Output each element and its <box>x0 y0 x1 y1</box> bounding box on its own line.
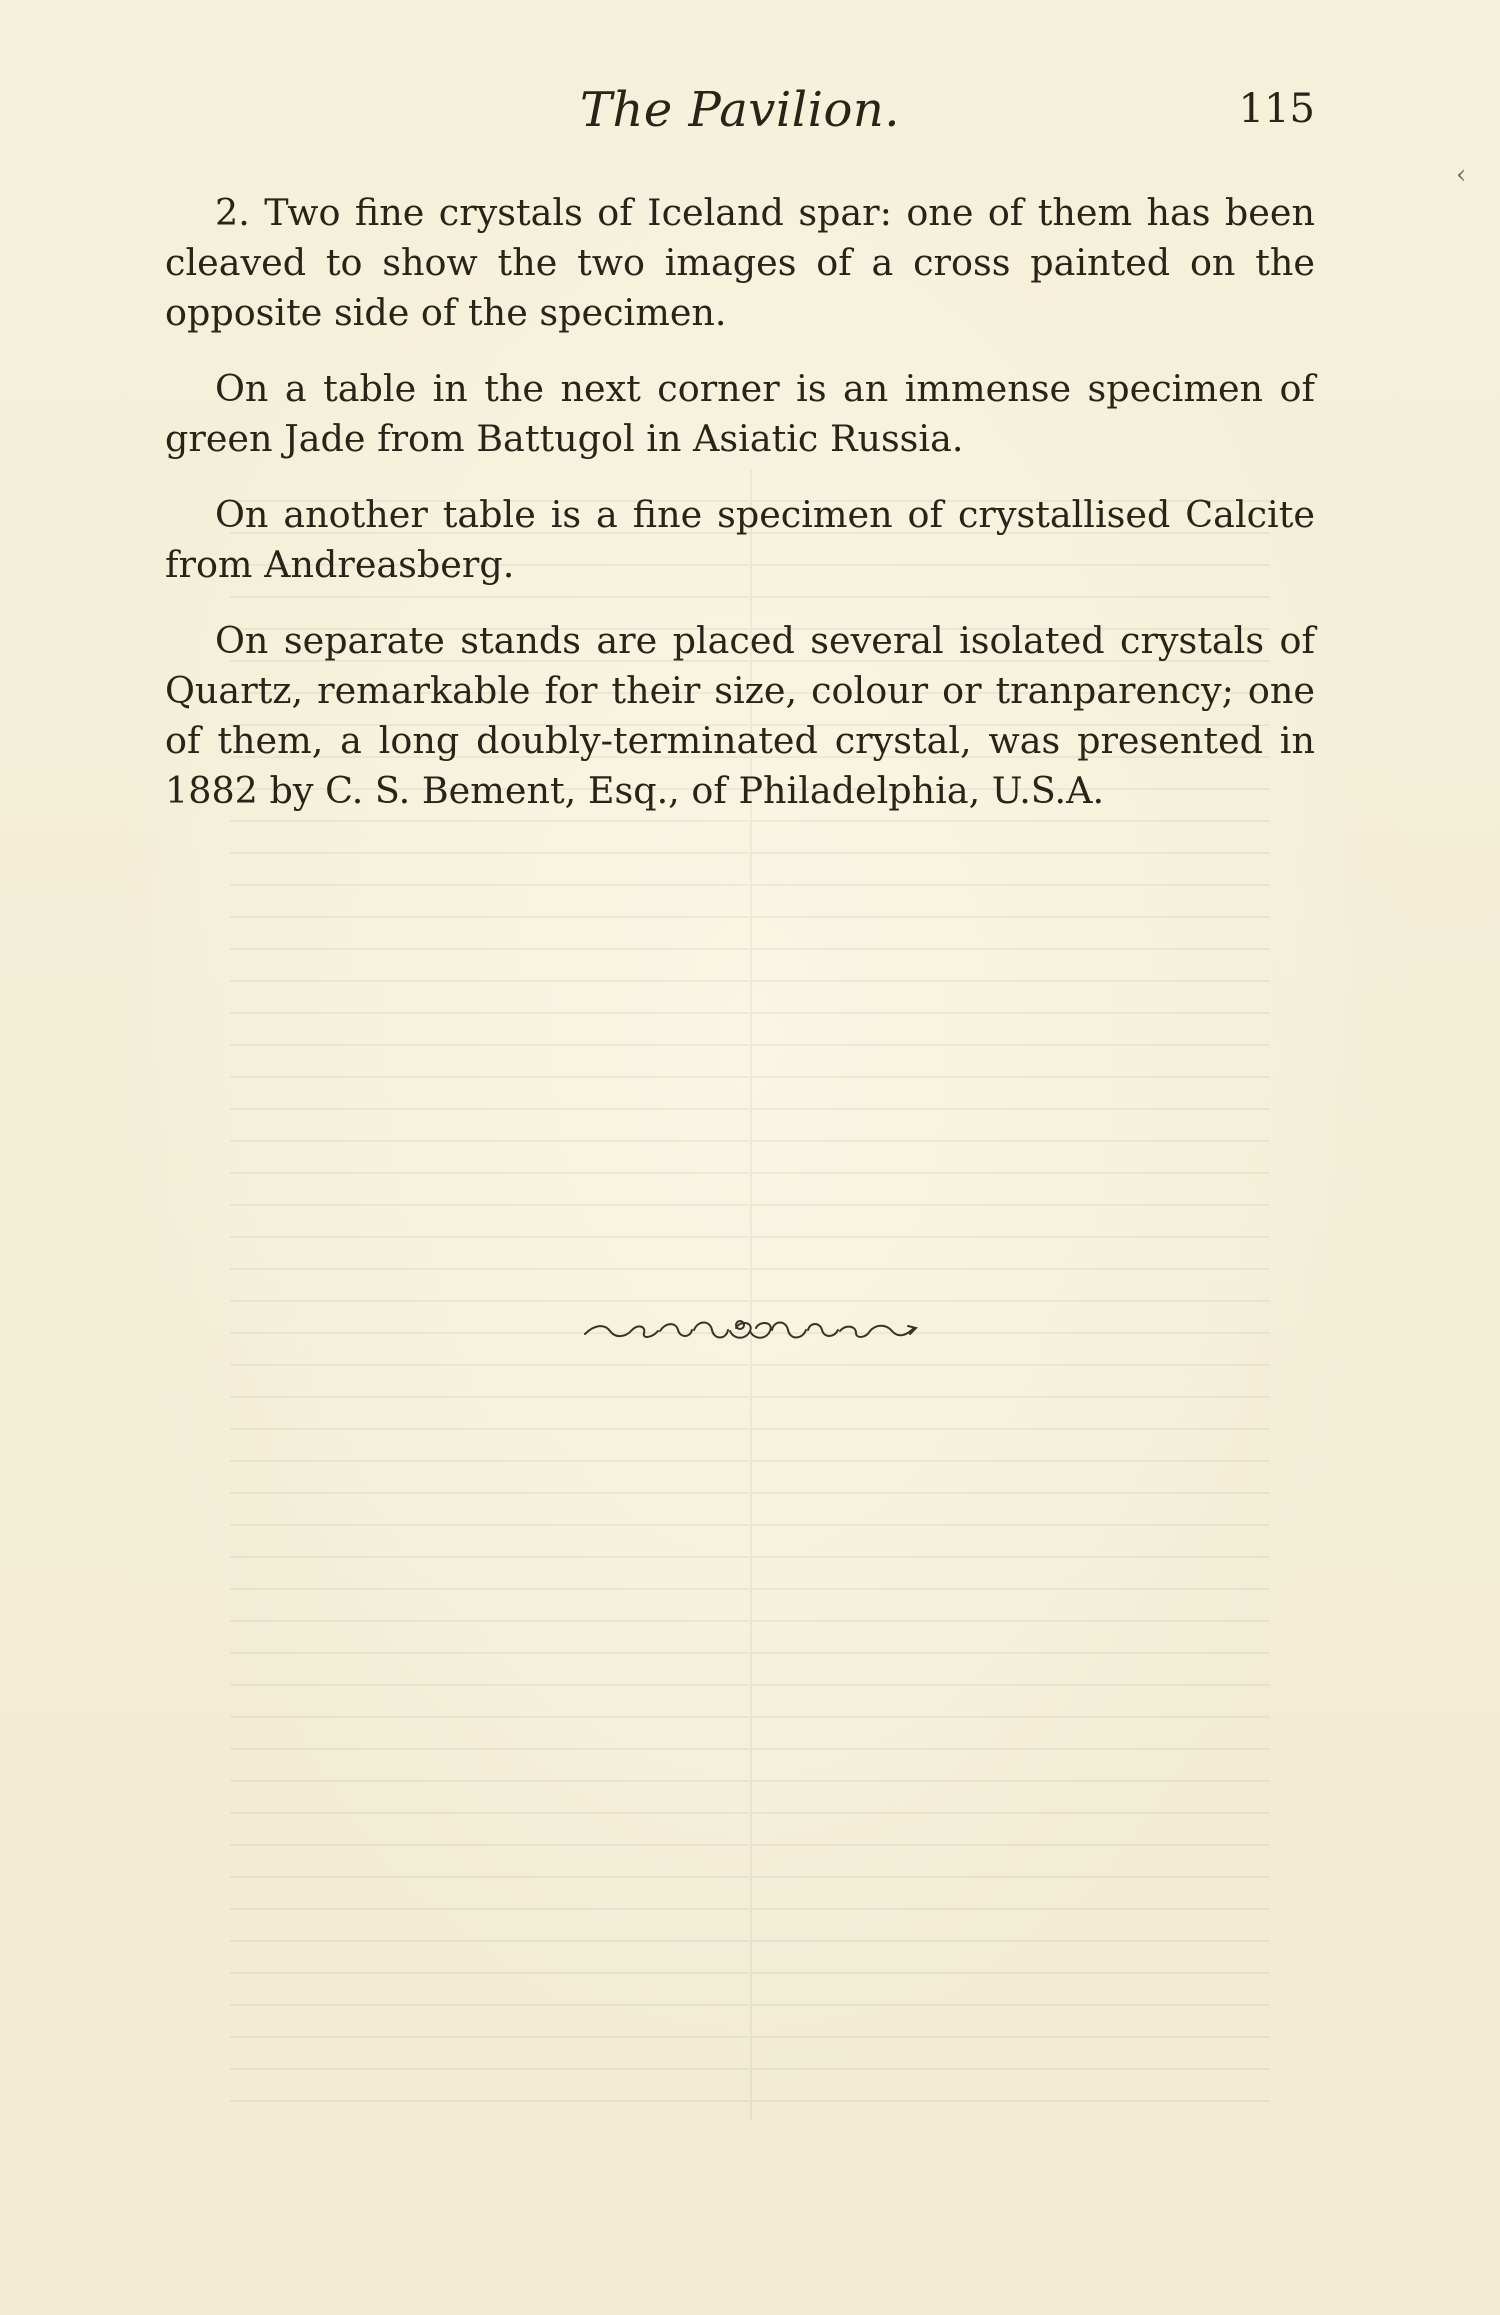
body-text <box>165 188 1315 842</box>
paragraph-iceland-spar: 2. Two fine crystals of Iceland spar: one of them has been cleaved to show the two images of a cross painted on the opposite side of the specimen. <box>165 191 1315 334</box>
paragraph-green-jade: On a table in the next corner is an immense specimen of green Jade from Battugol in Asiatic Russia. <box>165 367 1315 460</box>
decorative-scroll-ornament-icon <box>0 1312 1500 1347</box>
page-number: 115 <box>1238 86 1315 132</box>
paragraph-quartz: On separate stands are placed several isolated crystals of Quartz, remarkable for their size, colour or tranparency; one of them, a long doubly-terminated crystal, was presented in 1882 by C. S. Bement, Esq., of Philadelphia, U.S.A. <box>165 619 1315 812</box>
page-header <box>165 82 1315 152</box>
margin-mark: ‹ <box>1456 160 1467 190</box>
running-title: The Pavilion. <box>579 82 901 138</box>
ornament-svg <box>580 1316 920 1346</box>
paragraph-calcite: On another table is a fine specimen of crystallised Calcite from Andreasberg. <box>165 493 1315 586</box>
